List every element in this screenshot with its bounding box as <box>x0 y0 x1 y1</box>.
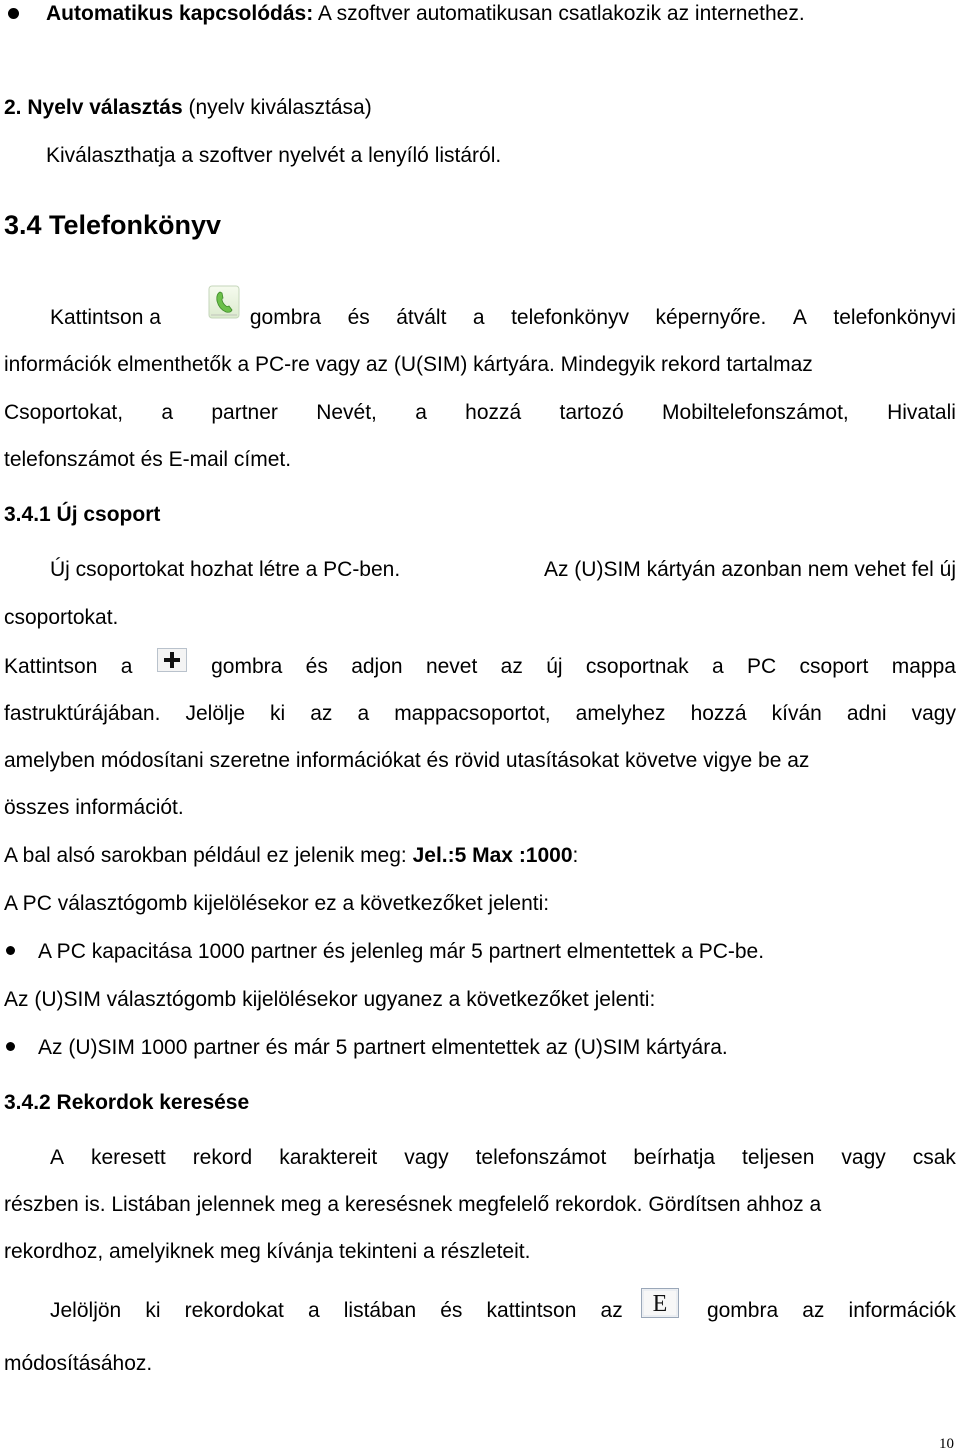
bullet-pc-capacity: A PC kapacitása 1000 partner és jelenleg már 5 partnert elmentettek a PC-be. <box>38 940 765 963</box>
section-heading-new-group: 3.4.1 Új csoport <box>4 503 161 526</box>
word: rekord <box>192 1146 253 1169</box>
word: és <box>440 1299 463 1322</box>
language-heading-note: (nyelv kiválasztása) <box>182 96 372 119</box>
status-example-value: Jel.:5 Max :1000 <box>412 844 573 867</box>
word: rekordokat <box>184 1299 284 1322</box>
svg-text:E: E <box>652 1291 668 1317</box>
paragraph-group-line-5: amelyben módosítani szeretne információkat és rövid utasításokat követve vigye be az <box>4 749 810 772</box>
word: hozzá <box>690 702 747 725</box>
word: képernyőre. <box>655 306 767 329</box>
word: a <box>161 401 174 424</box>
word: adni <box>846 702 887 725</box>
auto-connect-label: Automatikus kapcsolódás: <box>46 2 314 25</box>
word: adjon <box>351 655 403 678</box>
paragraph-group-line-6: összes információt. <box>4 796 184 819</box>
word: a <box>307 1299 320 1322</box>
paragraph-group-line-3 <box>4 655 956 679</box>
word: Kattintson <box>4 655 98 678</box>
word: kíván <box>771 702 822 725</box>
section-heading-phonebook: 3.4 Telefonkönyv <box>4 210 222 240</box>
edit-icon[interactable] <box>641 1288 679 1318</box>
word: vagy <box>404 1146 449 1169</box>
word: Mobiltelefonszámot, <box>662 401 849 424</box>
word: PC <box>747 655 777 678</box>
word: az <box>802 1299 825 1322</box>
paragraph-phonebook-line-3 <box>4 401 956 425</box>
bullet-dot <box>8 8 19 19</box>
word: listában <box>343 1299 417 1322</box>
word: az <box>600 1299 623 1322</box>
word: karaktereit <box>279 1146 378 1169</box>
bullet-dot <box>6 1042 15 1051</box>
word: csoportnak <box>585 655 689 678</box>
word: beírhatja <box>633 1146 716 1169</box>
word: A <box>792 306 807 329</box>
word: fastruktúrájában. <box>4 702 161 725</box>
paragraph-edit-line-2: módosításához. <box>4 1352 153 1375</box>
pc-radio-explanation: A PC választógomb kijelölésekor ez a következőket jelenti: <box>4 892 550 915</box>
word: ki <box>145 1299 161 1322</box>
paragraph-group-line-4 <box>4 702 956 726</box>
paragraph-edit-line-1 <box>50 1299 956 1323</box>
word: ki <box>270 702 286 725</box>
sentence: Új csoportokat hozhat létre a PC-ben. <box>50 558 401 581</box>
word: A <box>50 1146 65 1169</box>
word: tartozó <box>559 401 624 424</box>
word: partner <box>211 401 278 424</box>
paragraph-phonebook-line-2: információk elmenthetők a PC-re vagy az (U(SIM) kártyára. Mindegyik rekord tartalmaz <box>4 353 813 376</box>
word: Nevét, <box>316 401 377 424</box>
word: mappacsoportot, <box>394 702 551 725</box>
word: gombra <box>211 655 283 678</box>
word: Hivatali <box>887 401 956 424</box>
word: hozzá <box>465 401 522 424</box>
paragraph-phonebook-line-1 <box>50 306 956 330</box>
section-heading-search: 3.4.2 Rekordok keresése <box>4 1091 250 1114</box>
word: az <box>310 702 333 725</box>
status-example-colon: : <box>572 844 579 867</box>
paragraph-phonebook-line-4: telefonszámot és E-mail címet. <box>4 448 292 471</box>
word: keresett <box>91 1146 166 1169</box>
word: a <box>357 702 370 725</box>
word: a <box>415 401 427 424</box>
word: gombra <box>706 1299 779 1322</box>
bullet-dot <box>6 946 15 955</box>
word: és <box>305 655 328 678</box>
language-heading: 2. Nyelv választás <box>4 96 183 119</box>
word: telefonkönyv <box>511 306 630 329</box>
word: amelyhez <box>575 702 666 725</box>
word: az <box>500 655 523 678</box>
word: nevet <box>425 655 478 678</box>
word: a <box>120 655 133 678</box>
language-heading-line <box>4 96 956 120</box>
page-number: 10 <box>939 1436 954 1452</box>
paragraph-search-line-1 <box>50 1146 956 1170</box>
word: Jelöljön <box>50 1299 122 1322</box>
language-text: Kiválaszthatja a szoftver nyelvét a lenyíló listáról. <box>46 144 502 167</box>
word: telefonszámot <box>475 1146 607 1169</box>
bullet-sim-capacity: Az (U)SIM 1000 partner és már 5 partnert elmentettek az (U)SIM kártyára. <box>38 1036 728 1059</box>
word: Jelölje <box>185 702 246 725</box>
phonebook-icon[interactable] <box>206 284 242 320</box>
word: vagy <box>911 702 956 725</box>
paragraph-search-line-3: rekordhoz, amelyiknek meg kívánja tekinteni a részleteit. <box>4 1240 531 1263</box>
word: teljesen <box>742 1146 815 1169</box>
paragraph-group-line-1 <box>50 558 956 582</box>
word: új <box>546 655 563 678</box>
word: Csoportokat, <box>4 401 124 424</box>
status-example-line <box>4 844 956 868</box>
word: átvált <box>396 306 447 329</box>
word: a <box>711 655 724 678</box>
sim-radio-explanation: Az (U)SIM választógomb kijelölésekor ugyanez a következőket jelenti: <box>4 988 656 1011</box>
word: csak <box>912 1146 956 1169</box>
auto-connect-text: A szoftver automatikusan csatlakozik az internethez. <box>313 2 805 25</box>
word: a <box>472 306 485 329</box>
paragraph-group-line-2: csoportokat. <box>4 606 119 629</box>
status-example-text: A bal alsó sarokban például ez jelenik meg: <box>4 844 413 867</box>
add-group-icon[interactable] <box>157 648 187 672</box>
word: mappa <box>891 655 956 678</box>
paragraph-search-line-2: részben is. Listában jelennek meg a keresésnek megfelelő rekordok. Gördítsen ahhoz a <box>4 1193 822 1216</box>
word: telefonkönyvi <box>833 306 956 329</box>
word: vagy <box>841 1146 886 1169</box>
word: és <box>347 306 370 329</box>
auto-connect-line <box>46 2 960 26</box>
word: információk <box>848 1299 956 1322</box>
word: kattintson <box>486 1299 577 1322</box>
word: Kattintson a <box>50 306 161 329</box>
sentence: Az (U)SIM kártyán azonban nem vehet fel új <box>543 558 956 581</box>
word: gombra <box>249 306 322 329</box>
word: csoport <box>799 655 869 678</box>
